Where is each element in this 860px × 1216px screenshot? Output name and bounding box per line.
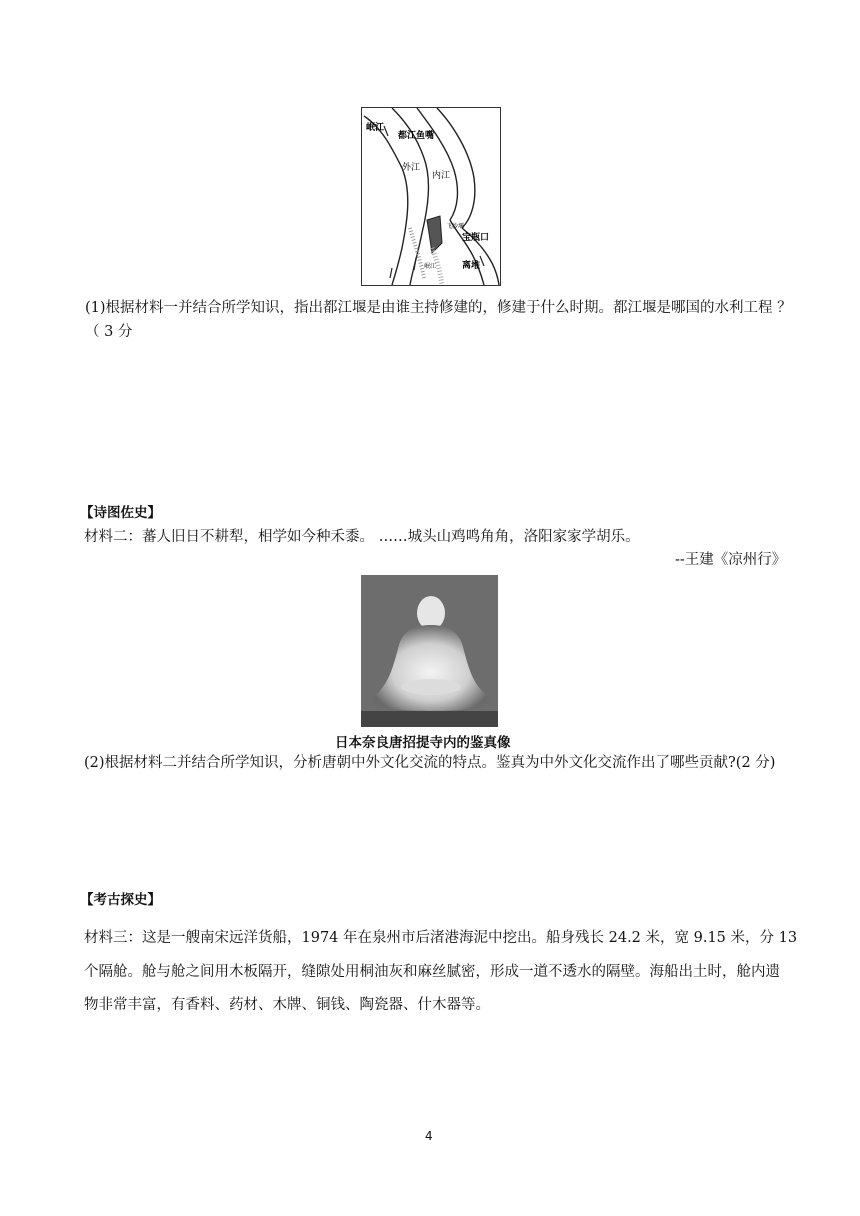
- material-3-line-2: 个隔舱。舱与舱之间用木板隔开，缝隙处用桐油灰和麻丝腻密，形成一道不透水的隔壁。海船出土时，舱内遗: [84, 964, 780, 980]
- material-3-line-1: 材料三：这是一艘南宋远洋货船，1974 年在泉州市后渚港海泥中挖出。船身残长 24.2 米，宽 9.15 米，分 13: [84, 930, 798, 946]
- section-heading-archaeology: 【考古探史】: [80, 892, 161, 908]
- map-label-min-river: 岷江: [366, 123, 385, 133]
- map-label-feisha-yan: 飞沙堰: [446, 223, 465, 230]
- material-2-text: 材料二：蕃人旧日不耕犁，相学如今种禾黍。 ……城头山鸡鸣角角，洛阳家家学胡乐。: [84, 529, 640, 545]
- map-label-outer-river: 外江: [402, 163, 421, 173]
- question-1-line-2: （ 3 分: [85, 324, 133, 340]
- map-drawing: [362, 108, 500, 285]
- map-label-li-dui: 离堆: [462, 261, 481, 271]
- map-label-dujiang-yuzui: 都江鱼嘴: [398, 131, 435, 141]
- material-2-attribution: --王建《凉州行》: [675, 552, 787, 568]
- question-2: (2)根据材料二并结合所学知识，分析唐朝中外文化交流的特点。鉴真为中外文化交流作出了哪些贡献?(2 分): [84, 755, 776, 771]
- question-1-line-1: (1)根据材料一并结合所学知识，指出都江堰是由谁主持修建的，修建于什么时期。都江堰是哪国的水利工程 ？: [85, 300, 792, 316]
- material-3-line-3: 物非常丰富，有香料、药材、木牌、铜钱、陶瓷器、什木器等。: [84, 997, 490, 1013]
- photo-caption: 日本奈良唐招提寺内的鉴真像: [335, 735, 511, 751]
- page-number: 4: [425, 1129, 433, 1143]
- map-label-baoping-kou: 宝瓶口: [462, 233, 490, 243]
- map-label-inner-river: 内江: [432, 171, 451, 181]
- map-label-river-small: 岷江: [424, 263, 437, 270]
- dujiangyan-map: [361, 107, 501, 286]
- jianzhen-statue-photo: [361, 575, 498, 727]
- section-heading-poetry: 【诗图佐史】: [80, 505, 161, 521]
